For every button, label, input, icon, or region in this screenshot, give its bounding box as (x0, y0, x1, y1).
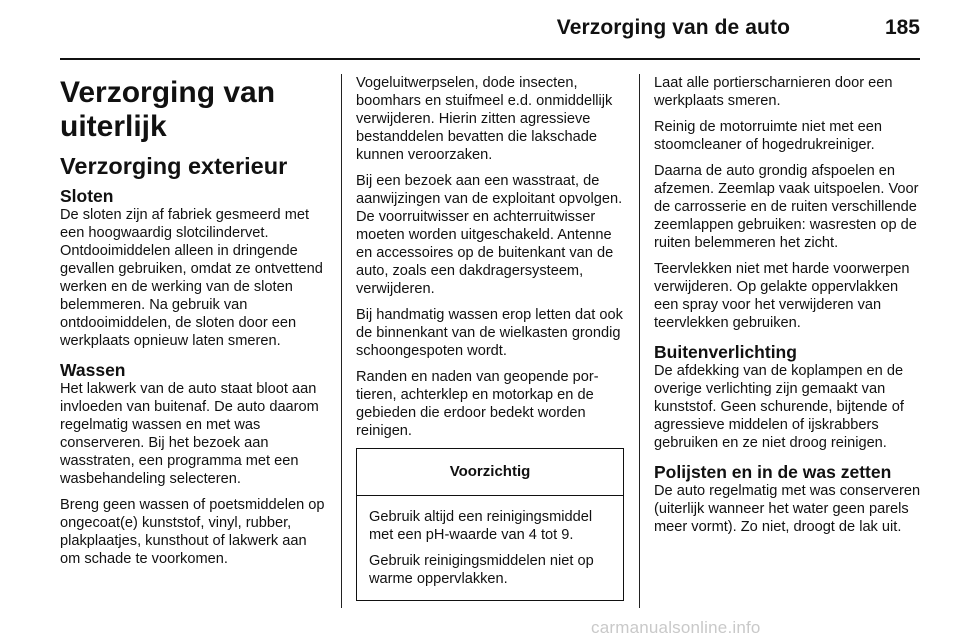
paragraph: Vogeluitwerpselen, dode insecten, boomhars en stuifmeel e.d. onmiddellijk verwijderen. Hierin zitten agressieve bestanddelen bevatten die lakschade kunnen veroorzaken. (356, 75, 613, 163)
paragraph-buitenverlichting: De afdekking van de koplampen en de overige verlichting zijn gemaakt van kunststof. Geen schurende, bijtende of agressieve middelen of ijskrabbers gebruiken en ze niet droog reinigen. (654, 363, 904, 451)
paragraph: Bij handmatig wassen erop letten dat ook de binnenkant van de wielkasten grondig schoongespoten wordt. (356, 307, 623, 359)
caution-text: Gebruik reinigingsmiddelen niet op warme oppervlakken. (369, 553, 594, 587)
paragraph-wassen: Het lakwerk van de auto staat bloot aan invloeden van buitenaf. De auto daarom regelmatig wassen en met was conserveren. Bij het bezoek aan wasstraten, een programma met een wasbehandeling selecteren. (60, 381, 319, 487)
column-divider-2 (639, 74, 640, 608)
column-divider-1 (341, 74, 342, 608)
paragraph: Laat alle portierscharnieren door een werkplaats smeren. (654, 75, 893, 109)
caution-body (357, 496, 623, 600)
paragraph: Daarna de auto grondig afspoelen en afzemen. Zeemlap vaak uitspoelen. Voor de carrosserie en de ruiten verschillende zeemlappen gebruiken: wasresten op de ruiten belemmeren het zicht. (654, 163, 919, 251)
column-middle (356, 74, 626, 601)
caution-title: Voorzichtig (357, 449, 623, 496)
paragraph: Bij een bezoek aan een wasstraat, de aanwijzingen van de exploitant opvolgen. De voorruitwisser en achterruitwisser moeten worden uitgeschakeld. Antenne en accessoires op de buitenkant van de auto, zoals een dakdragersysteem, verwijderen. (356, 173, 623, 297)
section-heading: Verzorging exterieur (60, 153, 288, 179)
header-divider (60, 58, 920, 60)
page-number: 185 (884, 16, 920, 39)
paragraph-wassen-2: Breng geen wassen of poetsmiddelen op ongecoat(e) kunststof, vinyl, rubber, plakplaatjes, kunsthout of lakwerk aan om schade te voorkomen. (60, 497, 325, 567)
paragraph: Teervlekken niet met harde voorwerpen verwijderen. Op gelakte oppervlakken een spray voor het verwijderen van teervlekken gebruiken. (654, 261, 910, 331)
subheading-buitenverlichting: Buitenverlichting (654, 342, 797, 362)
column-right (654, 74, 924, 544)
paragraph-sloten: De sloten zijn af fabriek gesmeerd met een hoogwaardig slotcilindervet. Ontdooimiddelen alleen in dringende gevallen gebruiken, omdat ze ontvettend werken en de werking van de sloten belemmeren. Na gebruik van ontdooimiddelen, de sloten door een werkplaats opnieuw laten smeren. (60, 207, 323, 349)
caution-box (356, 448, 624, 601)
caution-text: Gebruik altijd een reinigingsmiddel met een pH-waarde van 4 tot 9. (369, 509, 593, 543)
running-header-title: Verzorging van de auto (556, 16, 790, 39)
paragraph-polijsten: De auto regelmatig met was conserveren (uiterlijk wanneer het water geen parels meer vormt). Zo niet, droogt de lak uit. (654, 483, 921, 535)
paragraph: Reinig de motorruimte niet met een stoomcleaner of hogedrukreiniger. (654, 119, 882, 153)
subheading-sloten: Sloten (60, 186, 114, 206)
paragraph: Randen en naden van geopende portieren, achterklep en motorkap en de gebieden die erdoor bedekt worden reinigen. (356, 369, 599, 439)
column-left (60, 74, 328, 576)
watermark: carmanualsonline.info (591, 618, 761, 637)
subheading-wassen: Wassen (60, 360, 126, 380)
subheading-polijsten: Polijsten en in de was zetten (654, 462, 892, 482)
chapter-heading: Verzorging van uiterlijk (60, 76, 276, 143)
